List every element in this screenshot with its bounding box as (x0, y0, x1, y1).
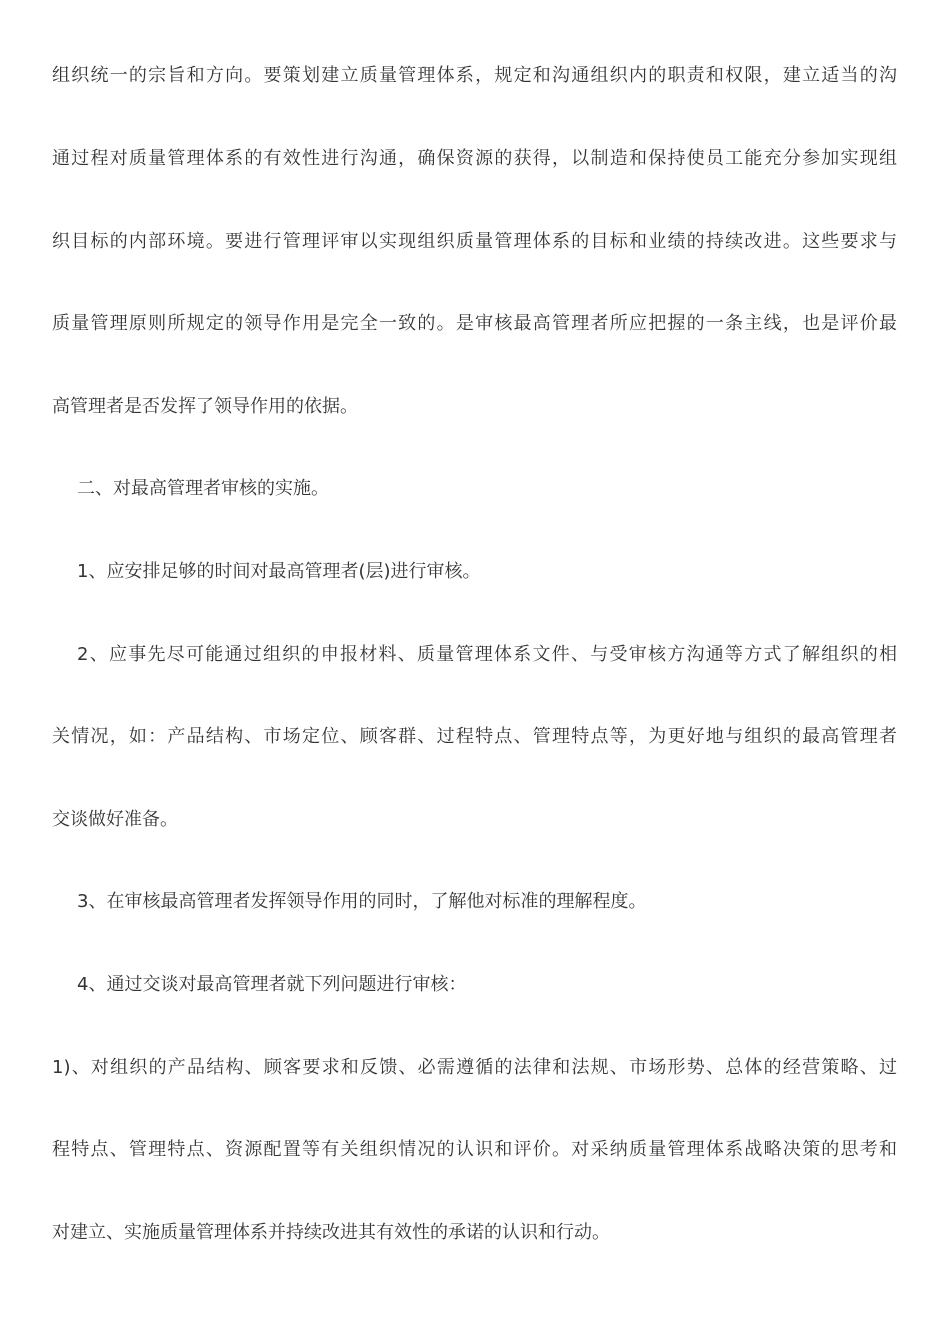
list-item: 1、应安排足够的时间对最高管理者(层)进行审核。 (77, 561, 481, 582)
list-item: 4、通过交谈对最高管理者就下列问题进行审核： (77, 974, 467, 995)
paragraph-line: 组织统一的宗旨和方向。要策划建立质量管理体系，规定和沟通组织内的职责和权限，建立适当的沟 (52, 65, 897, 86)
paragraph-line: 程特点、管理特点、资源配置等有关组织情况的认识和评价。对采纳质量管理体系战略决策的思考和 (52, 1139, 897, 1160)
sub-list-item: 1)、对组织的产品结构、顾客要求和反馈、必需遵循的法律和法规、市场形势、总体的经营策略、过 (52, 1057, 897, 1078)
paragraph-line: 通过程对质量管理体系的有效性进行沟通，确保资源的获得，以制造和保持使员工能充分参加实现组 (52, 148, 897, 169)
list-item: 3、在审核最高管理者发挥领导作用的同时，了解他对标准的理解程度。 (77, 891, 647, 912)
section-heading: 二、对最高管理者审核的实施。 (77, 478, 329, 499)
paragraph-line: 关情况，如：产品结构、市场定位、顾客群、过程特点、管理特点等，为更好地与组织的最高管理者 (52, 726, 897, 747)
paragraph-line: 织目标的内部环境。要进行管理评审以实现组织质量管理体系的目标和业绩的持续改进。这些要求与 (52, 231, 897, 252)
paragraph-line: 高管理者是否发挥了领导作用的依据。 (52, 396, 358, 417)
paragraph-line: 质量管理原则所规定的领导作用是完全一致的。是审核最高管理者所应把握的一条主线，也是评价最 (52, 313, 897, 334)
paragraph-line: 交谈做好准备。 (52, 809, 178, 830)
list-item: 2、应事先尽可能通过组织的申报材料、质量管理体系文件、与受审核方沟通等方式了解组织的相 (77, 644, 897, 665)
paragraph-line: 对建立、实施质量管理体系并持续改进其有效性的承诺的认识和行动。 (52, 1222, 610, 1243)
